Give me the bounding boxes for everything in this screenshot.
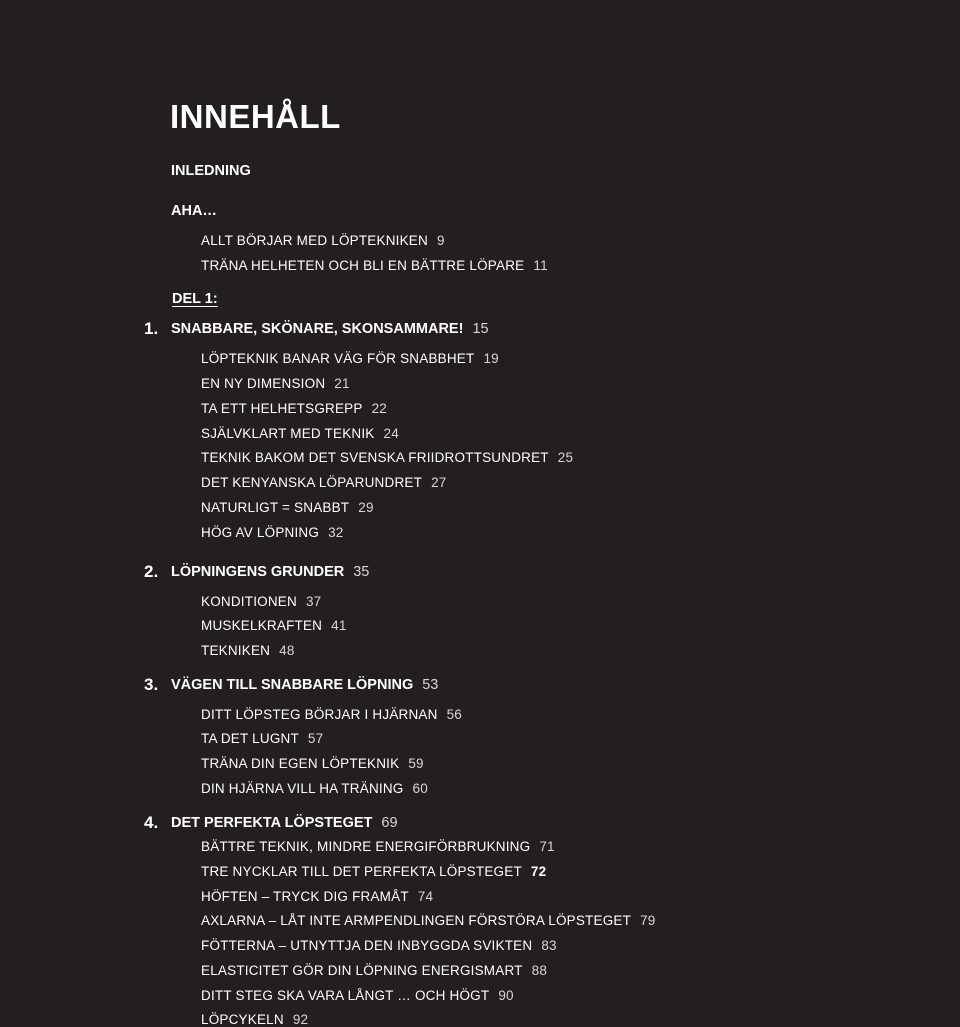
toc-entry (201, 864, 546, 879)
toc-entry-text: TEKNIKEN (201, 643, 271, 658)
toc-page-number: 25 (557, 450, 574, 465)
toc-entry (201, 401, 387, 416)
chapter-title: VÄGEN TILL SNABBARE LÖPNING (171, 677, 414, 693)
toc-page-number: 41 (331, 618, 347, 633)
toc-page-number: 22 (371, 401, 388, 416)
toc-entry-text: AXLARNA – LÅT INTE ARMPENDLINGEN FÖRSTÖRA LÖPSTEGET (201, 913, 632, 928)
toc-entry-text: DIN HJÄRNA VILL HA TRÄNING (201, 781, 404, 796)
part-label: DEL 1: (172, 291, 218, 307)
chapter-title: LÖPNINGENS GRUNDER (171, 564, 345, 580)
toc-page-number: 83 (541, 938, 557, 953)
toc-page-number: 74 (417, 889, 434, 904)
toc-entry-text: DET KENYANSKA LÖPARUNDRET (201, 475, 423, 490)
toc-entry-text: LÖPTEKNIK BANAR VÄG FÖR SNABBHET (201, 351, 475, 366)
toc-entry-text: TRE NYCKLAR TILL DET PERFEKTA LÖPSTEGET (201, 864, 522, 879)
toc-page-number: 24 (383, 426, 399, 441)
toc-entry (201, 500, 374, 515)
chapter-title: DET PERFEKTA LÖPSTEGET (171, 815, 373, 831)
chapter-number: 4. (144, 813, 159, 832)
toc-page-number: 21 (334, 376, 350, 391)
toc-page-number: 57 (307, 731, 324, 746)
toc-entry-text: SJÄLVKLART MED TEKNIK (201, 426, 375, 441)
toc-page-number: 90 (498, 988, 514, 1003)
toc-entry (201, 1012, 308, 1027)
toc-entry (201, 839, 555, 854)
chapter-heading (171, 564, 369, 580)
toc-entry (201, 426, 399, 441)
section-aha: AHA… (171, 203, 217, 219)
chapter-heading (171, 677, 438, 693)
toc-entry (201, 594, 321, 609)
toc-entry-text: FÖTTERNA – UTNYTTJA DEN INBYGGDA SVIKTEN (201, 938, 533, 953)
toc-page-number: 37 (305, 594, 322, 609)
toc-entry-text: EN NY DIMENSION (201, 376, 326, 391)
toc-page-number: 11 (533, 258, 548, 273)
toc-page-number: 79 (640, 913, 656, 928)
toc-entry-text: DITT LÖPSTEG BÖRJAR I HJÄRNAN (201, 707, 438, 722)
toc-page-number: 48 (279, 643, 295, 658)
toc-page-number: 29 (358, 500, 374, 515)
toc-entry-text: TEKNIK BAKOM DET SVENSKA FRIIDROTTSUNDRET (201, 450, 549, 465)
toc-page-number: 92 (292, 1012, 309, 1027)
toc-entry-text: NATURLIGT = SNABBT (201, 500, 350, 515)
chapter-number: 1. (144, 319, 159, 338)
toc-entry-text: KONDITIONEN (201, 594, 297, 609)
toc-entry-text: TRÄNA DIN EGEN LÖPTEKNIK (201, 756, 400, 771)
toc-entry (201, 351, 499, 366)
toc-entry (201, 988, 514, 1003)
chapter-heading (171, 815, 398, 831)
toc-entry (201, 525, 344, 540)
toc-entry-text: HÖFTEN – TRYCK DIG FRAMÅT (201, 889, 409, 904)
toc-page-number: 72 (530, 864, 547, 879)
toc-entry (201, 938, 557, 953)
toc-entry (201, 450, 573, 465)
toc-entry (201, 963, 547, 978)
toc-entry (201, 643, 295, 658)
toc-entry (201, 756, 424, 771)
chapter-number: 3. (144, 675, 159, 694)
chapter-heading (171, 321, 489, 337)
toc-entry (201, 889, 433, 904)
toc-entry (201, 618, 347, 633)
toc-entry-text: TA ETT HELHETSGREPP (201, 401, 363, 416)
toc-page-number: 27 (431, 475, 447, 490)
toc-page-number: 59 (408, 756, 424, 771)
toc-entry (201, 781, 428, 796)
toc-entry-text: TRÄNA HELHETEN OCH BLI EN BÄTTRE LÖPARE (201, 258, 525, 273)
toc-entry-text: ELASTICITET GÖR DIN LÖPNING ENERGISMART (201, 963, 523, 978)
toc-page-number: 71 (539, 839, 555, 854)
toc-page-number: 56 (446, 707, 463, 722)
toc-page-number: 60 (412, 781, 428, 796)
toc-entry-text: ALLT BÖRJAR MED LÖPTEKNIKEN (201, 233, 428, 248)
chapter-number: 2. (144, 562, 159, 581)
toc-entry-text: MUSKELKRAFTEN (201, 618, 323, 633)
toc-page-number: 19 (483, 351, 499, 366)
toc-entry (201, 258, 548, 273)
toc-entry-text: DITT STEG SKA VARA LÅNGT … OCH HÖGT (201, 988, 490, 1003)
toc-entry-text: BÄTTRE TEKNIK, MINDRE ENERGIFÖRBRUKNING (201, 839, 531, 854)
section-inledning: INLEDNING (171, 163, 251, 179)
toc-entry-text: HÖG AV LÖPNING (201, 525, 320, 540)
toc-entry (201, 913, 655, 928)
toc-entry (201, 233, 445, 248)
toc-entry (201, 475, 446, 490)
toc-page-number: 9 (436, 233, 445, 248)
toc-page-number: 88 (531, 963, 548, 978)
chapter-title: SNABBARE, SKÖNARE, SKONSAMMARE! (171, 321, 464, 337)
toc-entry (201, 707, 462, 722)
chapter-page-number: 69 (381, 815, 398, 831)
toc-entry (201, 731, 323, 746)
toc-page-number: 32 (328, 525, 344, 540)
chapter-page-number: 35 (353, 564, 370, 580)
toc-entry-text: LÖPCYKELN (201, 1012, 284, 1027)
toc-entry (201, 376, 350, 391)
page-title: INNEHÅLL (170, 98, 341, 135)
toc-entry-text: TA DET LUGNT (201, 731, 299, 746)
chapter-page-number: 53 (422, 677, 439, 693)
chapter-page-number: 15 (472, 321, 489, 337)
